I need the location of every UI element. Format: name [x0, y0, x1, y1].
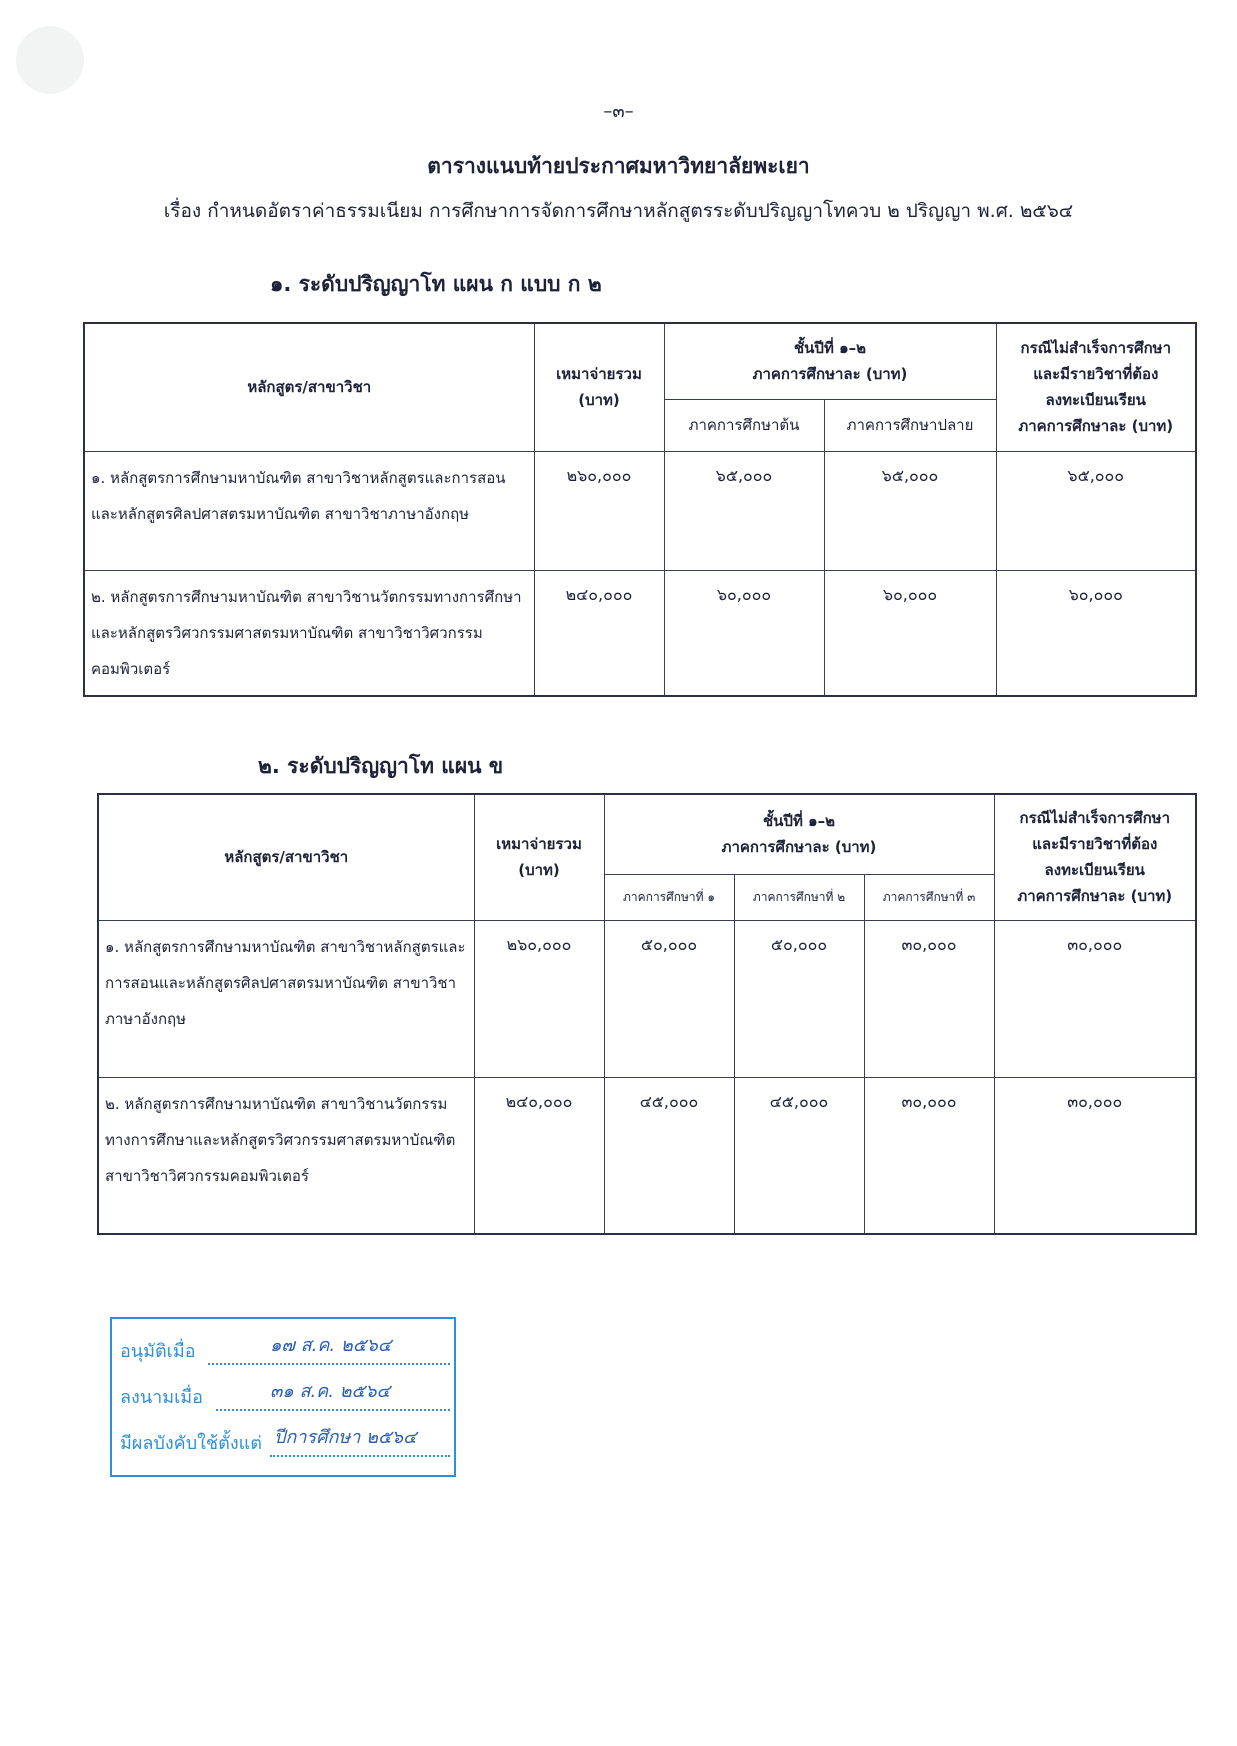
stamp-dotted-line: [208, 1363, 450, 1365]
col-year: [604, 794, 994, 874]
row-unfinished: ๖๕,๐๐๐: [996, 451, 1196, 570]
row-sem-1: ๕๐,๐๐๐: [604, 920, 734, 1077]
col-unfinished: [994, 794, 1196, 920]
col-year: [664, 323, 996, 399]
row-sem-1: ๔๕,๐๐๐: [604, 1077, 734, 1234]
col-sem-last: ภาคการศึกษาปลาย: [824, 399, 996, 451]
stamp-approved-value: ๑๗ ส.ค. ๒๕๖๔: [270, 1335, 392, 1356]
approval-stamp: [110, 1317, 456, 1477]
fee-table-plan-b: [97, 793, 1197, 1235]
section2-heading: ๒. ระดับปริญญาโท แผน ข: [258, 754, 504, 778]
col-lump-sum-unit: (บาท): [578, 391, 620, 410]
row-sem-2: ๕๐,๐๐๐: [734, 920, 864, 1077]
page-number: –๓–: [603, 101, 634, 122]
col-per-semester: ภาคการศึกษาละ (บาท): [721, 838, 877, 857]
col-unfinished-line2: และมีรายวิชาที่ต้อง: [1032, 835, 1158, 854]
row-program: ๒. หลักสูตรการศึกษามหาบัณฑิต สาขาวิชานวัตกรรมทางการศึกษาและหลักสูตรวิศวกรรมศาสตรมหาบัณฑิต สาขาวิชาวิศวกรรมคอมพิวเตอร์: [98, 1077, 474, 1234]
row-unfinished: ๓๐,๐๐๐: [994, 920, 1196, 1077]
row-sem-3: ๓๐,๐๐๐: [864, 1077, 994, 1234]
col-unfinished-line1: กรณีไม่สำเร็จการศึกษา: [1020, 339, 1171, 358]
row-sem-first: ๖๕,๐๐๐: [664, 451, 824, 570]
table-row: [98, 920, 1196, 1077]
fee-table-plan-a: [83, 322, 1197, 697]
table-row: [98, 1077, 1196, 1234]
col-sem-first: ภาคการศึกษาต้น: [664, 399, 824, 451]
stamp-effective-label: มีผลบังคับใช้ตั้งแต่: [120, 1433, 262, 1454]
stamp-dotted-line: [270, 1455, 450, 1457]
row-program: ๑. หลักสูตรการศึกษามหาบัณฑิต สาขาวิชาหลักสูตรและการสอน และหลักสูตรศิลปศาสตรมหาบัณฑิต สาขาวิชาภาษาอังกฤษ: [84, 451, 534, 570]
section1-heading: ๑. ระดับปริญญาโท แผน ก แบบ ก ๒: [270, 272, 602, 296]
row-sem-3: ๓๐,๐๐๐: [864, 920, 994, 1077]
row-sem-last: ๖๐,๐๐๐: [824, 570, 996, 696]
row-lump-sum: ๒๔๐,๐๐๐: [534, 570, 664, 696]
document-title: ตารางแนบท้ายประกาศมหาวิทยาลัยพะเยา: [427, 154, 810, 178]
row-sem-last: ๖๕,๐๐๐: [824, 451, 996, 570]
col-lump-sum: [534, 323, 664, 451]
col-program: หลักสูตร/สาขาวิชา: [84, 323, 534, 451]
col-year-label: ชั้นปีที่ ๑–๒: [763, 812, 835, 831]
col-unfinished-line4: ภาคการศึกษาละ (บาท): [1018, 417, 1174, 436]
col-lump-sum-unit: (บาท): [518, 861, 560, 880]
col-unfinished-line4: ภาคการศึกษาละ (บาท): [1017, 887, 1173, 906]
stamp-approved-row: [120, 1337, 450, 1367]
stamp-effective-row: [120, 1429, 450, 1459]
row-program: ๒. หลักสูตรการศึกษามหาบัณฑิต สาขาวิชานวัตกรรมทางการศึกษา และหลักสูตรวิศวกรรมศาสตรมหาบัณฑิต สาขาวิชาวิศวกรรมคอมพิวเตอร์: [84, 570, 534, 696]
col-year-label: ชั้นปีที่ ๑–๒: [794, 339, 866, 358]
row-program: ๑. หลักสูตรการศึกษามหาบัณฑิต สาขาวิชาหลักสูตรและการสอนและหลักสูตรศิลปศาสตรมหาบัณฑิต สาขาวิชาภาษาอังกฤษ: [98, 920, 474, 1077]
stamp-signed-row: [120, 1383, 450, 1413]
stamp-dotted-line: [216, 1409, 450, 1411]
col-unfinished-line3: ลงทะเบียนเรียน: [1045, 391, 1146, 410]
row-lump-sum: ๒๔๐,๐๐๐: [474, 1077, 604, 1234]
col-per-semester: ภาคการศึกษาละ (บาท): [752, 365, 908, 384]
col-unfinished-line1: กรณีไม่สำเร็จการศึกษา: [1019, 809, 1170, 828]
col-unfinished-line2: และมีรายวิชาที่ต้อง: [1033, 365, 1159, 384]
col-unfinished: [996, 323, 1196, 451]
row-lump-sum: ๒๖๐,๐๐๐: [534, 451, 664, 570]
col-unfinished-line3: ลงทะเบียนเรียน: [1044, 861, 1145, 880]
row-unfinished: ๖๐,๐๐๐: [996, 570, 1196, 696]
stamp-signed-label: ลงนามเมื่อ: [120, 1387, 203, 1408]
stamp-signed-value: ๓๑ ส.ค. ๒๕๖๔: [270, 1381, 391, 1402]
row-sem-first: ๖๐,๐๐๐: [664, 570, 824, 696]
col-sem-3: ภาคการศึกษาที่ ๓: [864, 874, 994, 920]
document-subtitle: เรื่อง กำหนดอัตราค่าธรรมเนียม การศึกษาการจัดการศึกษาหลักสูตรระดับปริญญาโทควบ ๒ ปริญญา พ.ศ. ๒๕๖๔: [163, 200, 1074, 222]
row-unfinished: ๓๐,๐๐๐: [994, 1077, 1196, 1234]
row-sem-2: ๔๕,๐๐๐: [734, 1077, 864, 1234]
table-row: [84, 451, 1196, 570]
stamp-effective-value: ปีการศึกษา ๒๕๖๔: [274, 1427, 417, 1448]
col-sem-1: ภาคการศึกษาที่ ๑: [604, 874, 734, 920]
col-lump-sum: [474, 794, 604, 920]
row-lump-sum: ๒๖๐,๐๐๐: [474, 920, 604, 1077]
col-program: หลักสูตร/สาขาวิชา: [98, 794, 474, 920]
stamp-approved-label: อนุมัติเมื่อ: [120, 1341, 196, 1362]
col-sem-2: ภาคการศึกษาที่ ๒: [734, 874, 864, 920]
col-lump-sum-label: เหมาจ่ายรวม: [496, 835, 582, 854]
col-lump-sum-label: เหมาจ่ายรวม: [556, 365, 642, 384]
table-row: [84, 570, 1196, 696]
